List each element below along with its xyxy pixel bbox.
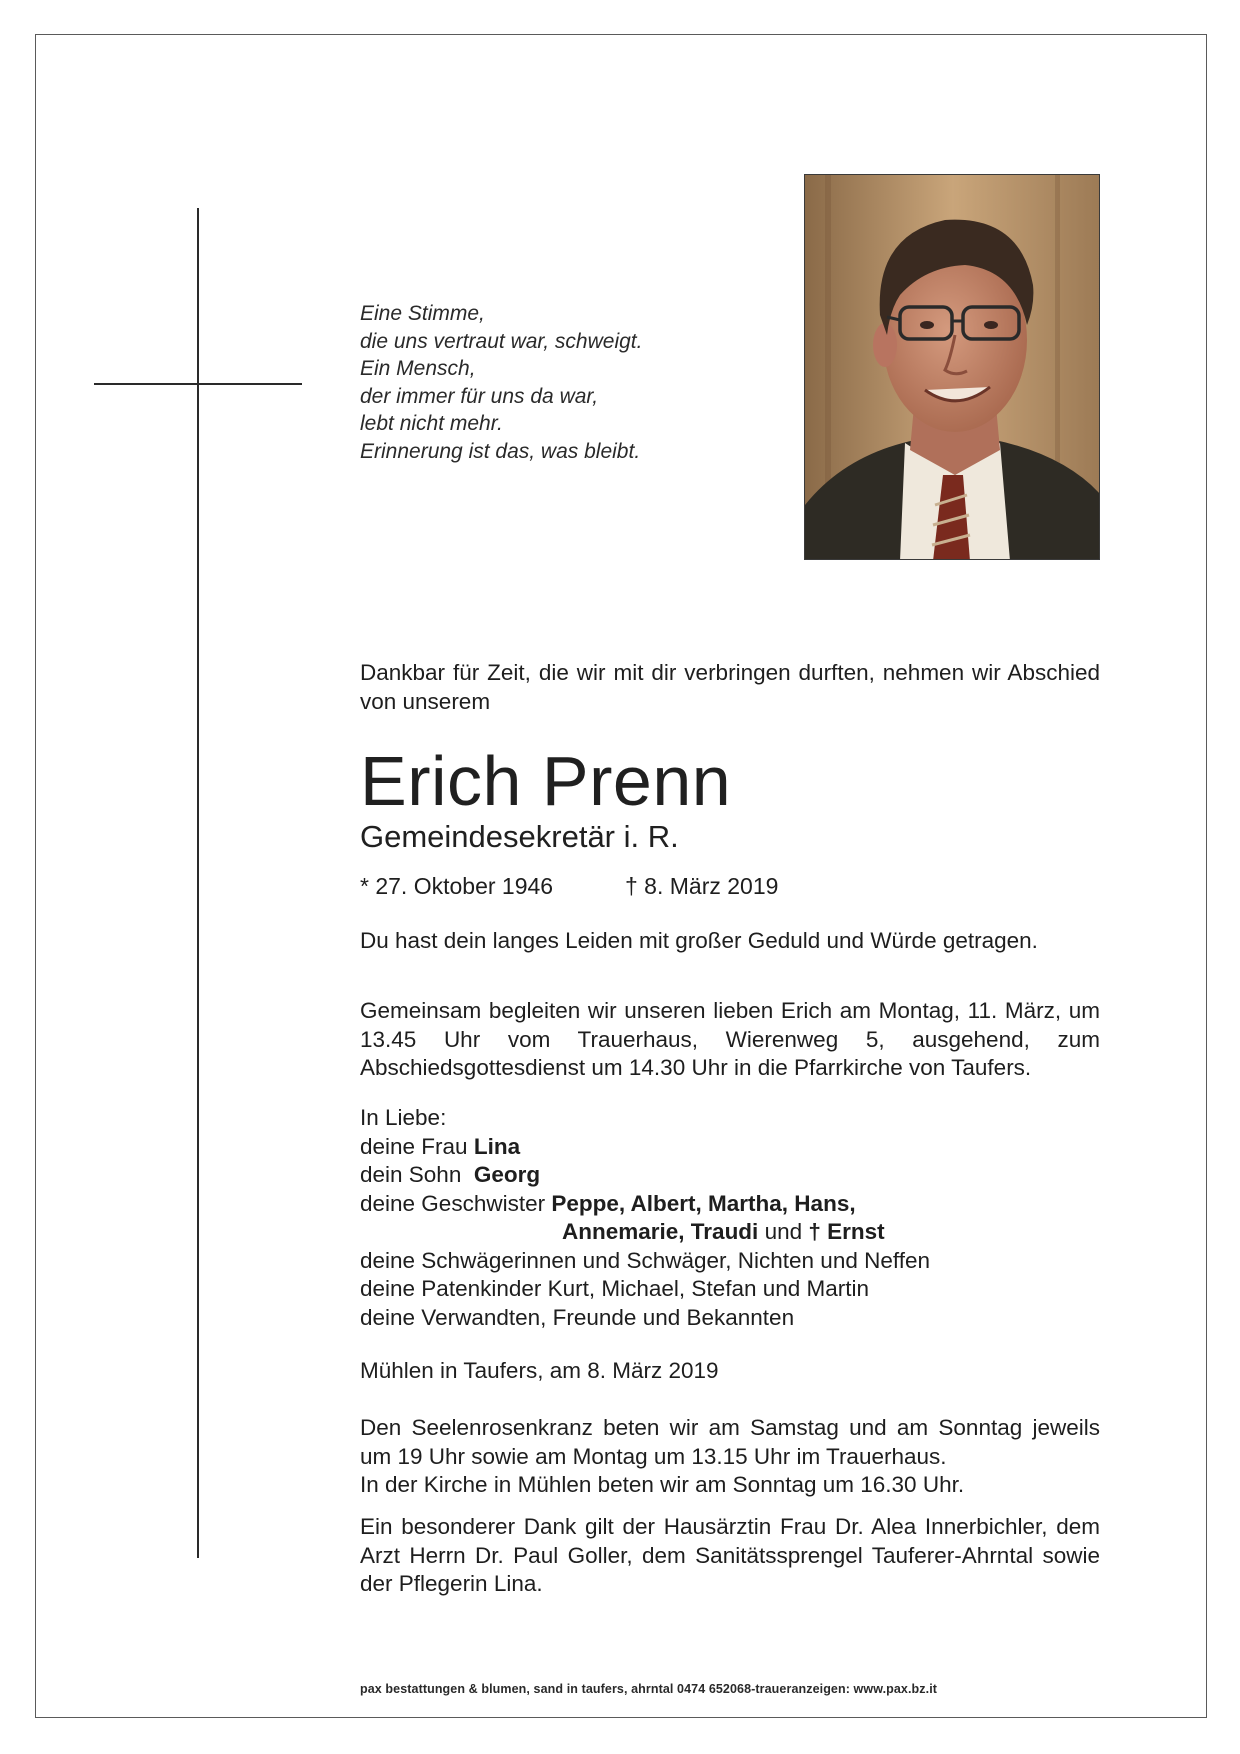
siblings-names-1: Peppe, Albert, Martha, Hans, (551, 1190, 856, 1216)
family-inlaws: deine Schwägerinnen und Schwäger, Nichten und Neffen (360, 1247, 930, 1273)
family-godchildren: deine Patenkinder Kurt, Michael, Stefan und Martin (360, 1276, 870, 1301)
thanks-text: Ein besonderer Dank gilt der Hausärztin Frau Dr. Alea Innerbichler, dem Arzt Herrn Dr. Paul Goller, dem Sanitätssprengel Tauferer-Ahrntal sowie der Pflegerin Lina. (360, 1514, 1100, 1596)
family-heading: In Liebe: (360, 1105, 447, 1130)
family-son (360, 1161, 1100, 1190)
rosary-line-2: In der Kirche in Mühlen beten wir am Sonntag um 16.30 Uhr. (360, 1472, 965, 1497)
intro-text: Dankbar für Zeit, die wir mit dir verbringen durften, nehmen wir Abschied von unserem (360, 660, 1100, 714)
siblings-deceased: † Ernst (808, 1219, 885, 1244)
deceased-title: Gemeindesekretär i. R. (360, 819, 679, 854)
poem-line: Erinnerung ist das, was bleibt. (360, 439, 641, 463)
wife-label: deine Frau (360, 1133, 474, 1159)
son-label: dein Sohn (360, 1162, 474, 1187)
family-relatives: deine Verwandten, Freunde und Bekannten (360, 1304, 795, 1330)
poem-line: Ein Mensch, (360, 357, 476, 380)
family-wife (360, 1133, 1100, 1162)
cross-horizontal-bar (94, 383, 302, 385)
family-siblings-cont (360, 1218, 1100, 1247)
poem-line: lebt nicht mehr. (360, 412, 503, 435)
rosary-line-1: Den Seelenrosenkranz beten wir am Samstag und am Sonntag jeweils um 19 Uhr sowie am Montag um 13.15 Uhr im Trauerhaus. (360, 1415, 1100, 1469)
rosary-notice (360, 1414, 1100, 1500)
memorial-poem (360, 300, 760, 465)
cross-vertical-bar (197, 208, 199, 1558)
funeral-notice: Gemeinsam begleiten wir unseren lieben Erich am Montag, 11. März, um 13.45 Uhr vom Trauerhaus, Wierenweg 5, ausgehend, zum Abschiedsgottesdienst um 14.30 Uhr in die Pfarrkirche von Taufers. (360, 998, 1100, 1080)
birth-date: * 27. Oktober 1946 (360, 873, 554, 899)
wife-name: Lina (473, 1133, 521, 1159)
siblings-and: und (758, 1219, 809, 1244)
son-name: Georg (473, 1162, 541, 1187)
siblings-names-2: Annemarie, Traudi (562, 1219, 759, 1244)
portrait-photo (804, 174, 1100, 560)
suffering-text: Du hast dein langes Leiden mit großer Geduld und Würde getragen. (360, 928, 1038, 953)
deceased-name: Erich Prenn (360, 742, 732, 820)
life-dates (360, 872, 1100, 900)
family-list (360, 1104, 1100, 1332)
poem-line: die uns vertraut war, schweigt. (360, 329, 643, 353)
siblings-label: deine Geschwister (360, 1190, 552, 1216)
poem-line: Eine Stimme, (360, 302, 485, 325)
place-date: Mühlen in Taufers, am 8. März 2019 (360, 1358, 719, 1383)
death-date: † 8. März 2019 (625, 873, 779, 899)
family-siblings (360, 1190, 1100, 1219)
footer-imprint: pax bestattungen & blumen, sand in taufers, ahrntal 0474 652068-traueranzeigen: www.pax.bz.it (360, 1682, 938, 1696)
poem-line: der immer für uns da war, (360, 384, 599, 408)
